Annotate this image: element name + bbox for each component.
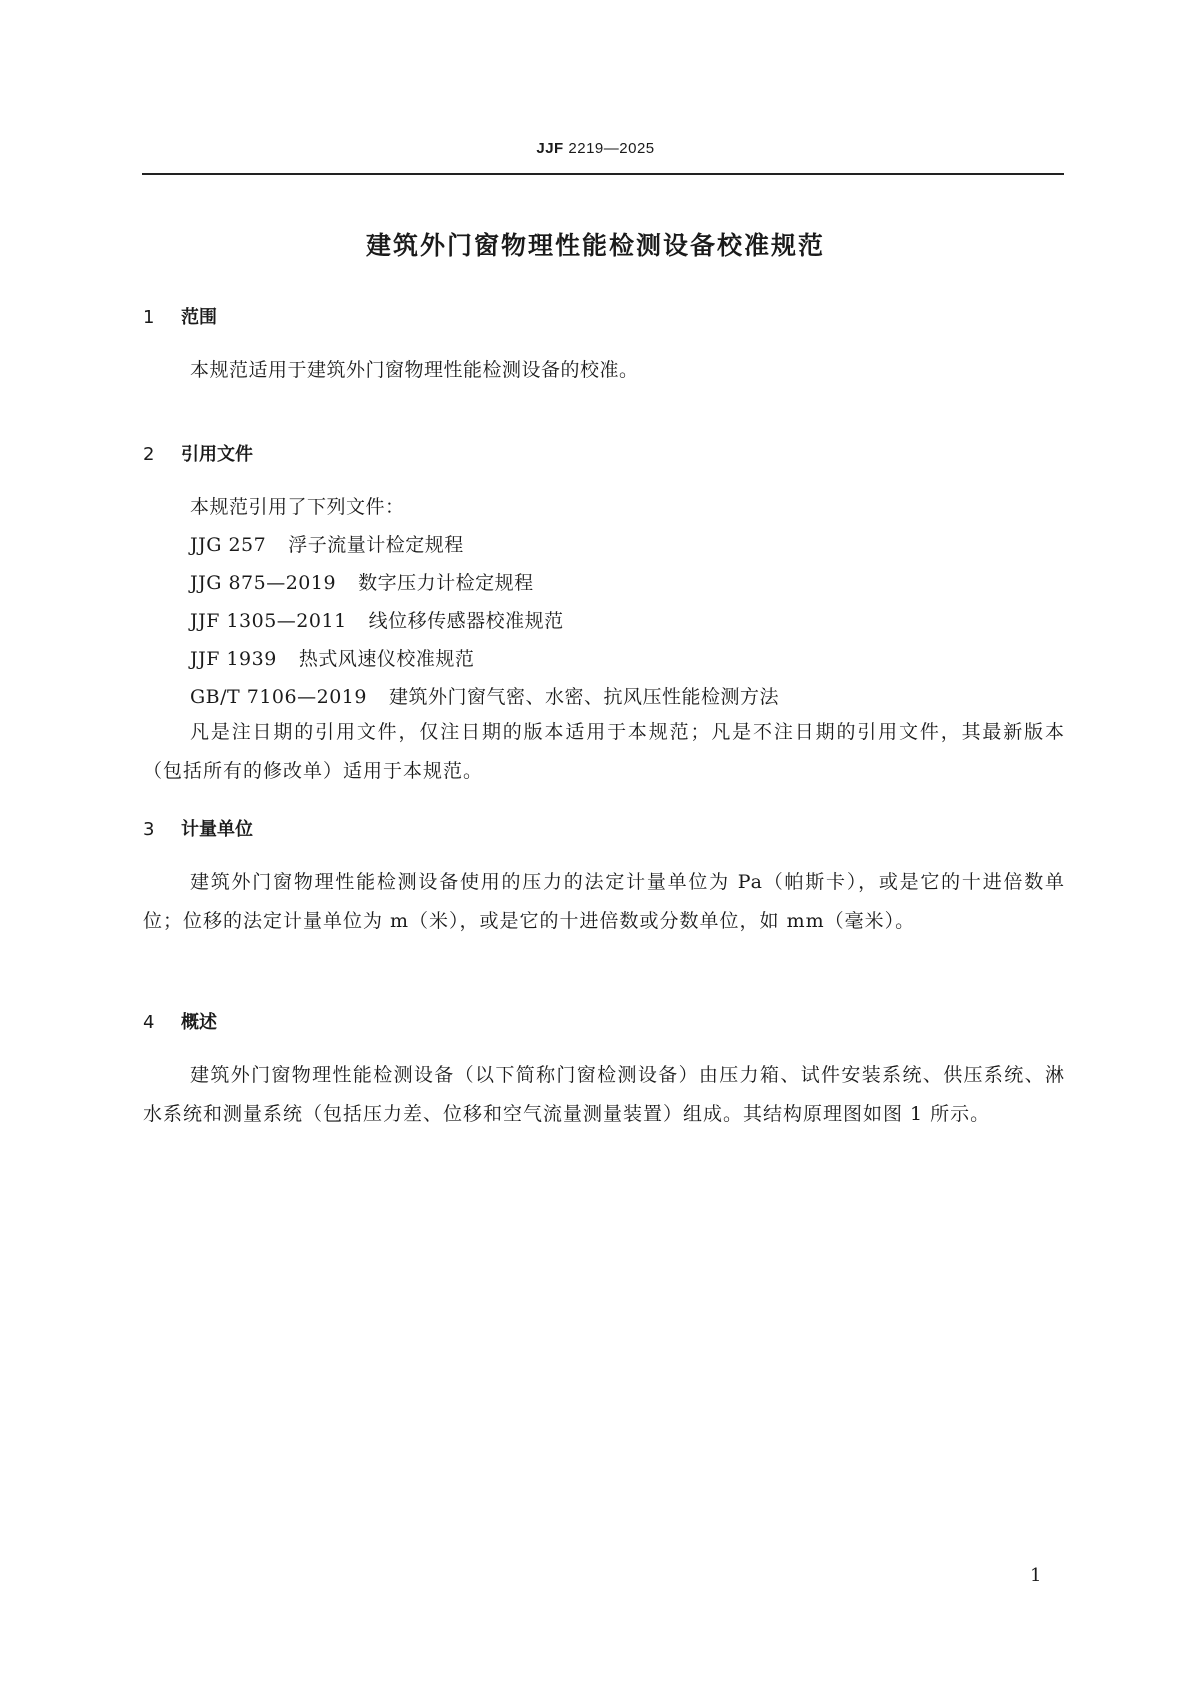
document-code-header xyxy=(0,140,1191,157)
reference-item xyxy=(190,682,779,709)
reference-code: JJF 1939 xyxy=(190,648,277,670)
section-title: 概述 xyxy=(181,1012,217,1033)
section-number: 3 xyxy=(143,819,155,840)
reference-name: 数字压力计检定规程 xyxy=(358,572,534,594)
code-number: 2219—2025 xyxy=(568,140,655,157)
section-number: 4 xyxy=(143,1012,155,1033)
section-title: 范围 xyxy=(181,307,217,328)
section-heading-units xyxy=(143,815,253,841)
section-heading-references xyxy=(143,440,253,466)
reference-code: JJF 1305—2011 xyxy=(190,610,347,632)
units-paragraph: 建筑外门窗物理性能检测设备使用的压力的法定计量单位为 Pa（帕斯卡），或是它的十进倍数单位；位移的法定计量单位为 m（米），或是它的十进倍数或分数单位，如 mm（毫米）。 xyxy=(143,871,1065,932)
section-title: 引用文件 xyxy=(181,444,253,465)
section-number: 1 xyxy=(143,307,155,328)
section-number: 2 xyxy=(143,444,155,465)
page-number: 1 xyxy=(1030,1565,1042,1586)
references-note: 凡是注日期的引用文件，仅注日期的版本适用于本规范；凡是不注日期的引用文件，其最新版本（包括所有的修改单）适用于本规范。 xyxy=(143,721,1065,782)
section-heading-overview xyxy=(143,1008,217,1034)
reference-code: JJG 257 xyxy=(190,534,267,556)
section-title: 计量单位 xyxy=(181,819,253,840)
reference-code: JJG 875—2019 xyxy=(190,572,337,594)
reference-name: 热式风速仪校准规范 xyxy=(298,648,475,670)
document-title: 建筑外门窗物理性能检测设备校准规范 xyxy=(365,231,825,260)
reference-name: 线位移传感器校准规范 xyxy=(368,610,564,632)
code-prefix: JJF xyxy=(536,140,564,157)
scope-paragraph: 本规范适用于建筑外门窗物理性能检测设备的校准。 xyxy=(190,359,639,381)
header-rule xyxy=(142,173,1064,175)
section-heading-scope xyxy=(143,303,217,329)
reference-item xyxy=(190,530,464,557)
reference-name: 建筑外门窗气密、水密、抗风压性能检测方法 xyxy=(388,686,779,708)
reference-name: 浮子流量计检定规程 xyxy=(288,534,464,556)
reference-item xyxy=(190,568,534,595)
reference-item xyxy=(190,606,564,633)
overview-paragraph: 建筑外门窗物理性能检测设备（以下简称门窗检测设备）由压力箱、试件安装系统、供压系统、淋水系统和测量系统（包括压力差、位移和空气流量测量装置）组成。其结构原理图如图 1 所示。 xyxy=(143,1064,1065,1125)
references-intro: 本规范引用了下列文件： xyxy=(190,496,405,518)
reference-code: GB/T 7106—2019 xyxy=(190,686,367,708)
reference-item xyxy=(190,644,474,671)
